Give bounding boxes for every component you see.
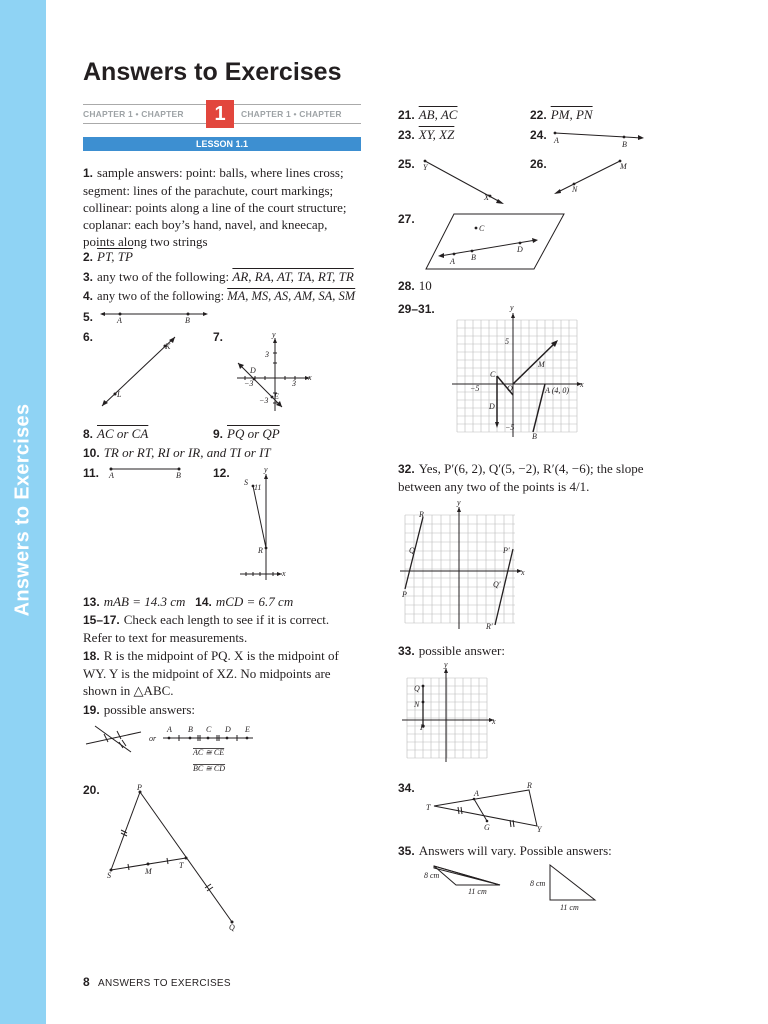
svg-text:C: C [490, 370, 496, 379]
svg-text:M: M [145, 867, 152, 876]
svg-text:E: E [245, 725, 250, 734]
answer-35-side-3: 8 cm [530, 879, 546, 888]
svg-text:A: A [109, 471, 114, 480]
answer-29-31-figure [452, 305, 587, 445]
answer-18: 18. R is the midpoint of PQ. X is the midpoint of WY. Y is the midpoint of XZ. No midpoints are shown in △ABC. [83, 648, 339, 698]
answer-7: 7. [213, 330, 224, 344]
chapter-banner [83, 104, 361, 124]
svg-text:K: K [165, 342, 171, 351]
answer-28: 28. 10 [398, 278, 432, 293]
answer-11: 11. [83, 466, 100, 480]
answer-33: 33. possible answer: [398, 643, 505, 658]
svg-text:x: x [580, 380, 584, 389]
svg-text:P: P [137, 783, 142, 792]
svg-text:C: C [206, 725, 212, 734]
svg-text:11: 11 [254, 483, 262, 492]
answer-8: 8. AC or CA [83, 426, 149, 441]
svg-text:3: 3 [292, 379, 296, 388]
svg-text:B: B [532, 432, 537, 441]
answer-27-figure [424, 212, 569, 272]
svg-text:D: D [225, 725, 231, 734]
answer-10: 10. TR or RT, RI or IR, and TI or IT [83, 445, 271, 460]
svg-text:−5: −5 [505, 423, 515, 432]
answer-24-figure [552, 128, 647, 150]
answer-25-figure [422, 157, 507, 207]
svg-text:R: R [419, 510, 424, 519]
answer-1: 1. sample answers: point: balls, where lines cross; segment: lines of the parachute, court markings; collinear: points along a line of the court structure; coplanar: each boy’s hand, navel, and kneecap, points along two strings [83, 165, 347, 249]
answer-29-31-point-label: A (4, 0) [545, 386, 570, 395]
svg-text:T: T [426, 803, 431, 812]
svg-text:A: A [117, 316, 122, 325]
svg-text:Q: Q [409, 546, 415, 555]
answer-5: 5. [83, 310, 94, 324]
answer-27: 27. [398, 212, 415, 226]
svg-text:E: E [274, 392, 279, 401]
svg-text:Q′: Q′ [493, 580, 501, 589]
svg-text:y: y [510, 303, 514, 312]
answer-19-or: or [149, 734, 157, 743]
svg-text:R′: R′ [486, 622, 493, 631]
svg-text:S: S [107, 871, 111, 880]
page-title: Answers to Exercises [83, 58, 342, 86]
svg-text:y: y [264, 465, 268, 474]
answer-3: 3. any two of the following: AR, RA, AT, TA, RT, TR [83, 269, 354, 284]
svg-text:A: A [167, 725, 172, 734]
page-footer [83, 975, 231, 989]
answer-25: 25. [398, 157, 415, 171]
svg-text:O: O [507, 384, 513, 393]
answer-26-figure [552, 157, 637, 197]
svg-text:Y: Y [423, 163, 428, 172]
svg-text:M: M [620, 162, 627, 171]
answer-35-side-4: 11 cm [560, 903, 579, 912]
answer-26: 26. [530, 157, 547, 171]
svg-text:G: G [484, 823, 490, 832]
svg-text:D: D [489, 402, 495, 411]
answer-4: 4. any two of the following: MA, MS, AS, AM, SA, SM [83, 289, 356, 303]
svg-text:D: D [250, 366, 256, 375]
answer-13-14: 13. mAB = 14.3 cm 14. mCD = 6.7 cm [83, 594, 294, 609]
answer-29-31: 29–31. [398, 302, 435, 316]
answer-35-side-1: 8 cm [424, 871, 440, 880]
svg-text:B: B [622, 140, 627, 149]
answer-19-eq1: AC ≅ CE [193, 748, 225, 757]
footer-text: ANSWERS TO EXERCISES [97, 978, 231, 989]
svg-text:x: x [308, 373, 312, 382]
svg-text:L: L [117, 390, 122, 399]
chapter-banner-text-right: CHAPTER 1 • CHAPTER [241, 109, 342, 119]
svg-text:y: y [272, 330, 276, 339]
svg-text:R: R [258, 546, 263, 555]
page-number: 8 [83, 975, 90, 989]
svg-text:P′: P′ [503, 546, 510, 555]
answer-19: 19. possible answers: [83, 702, 196, 717]
svg-text:B: B [176, 471, 181, 480]
svg-text:Q: Q [414, 684, 420, 693]
answer-35: 35. Answers will vary. Possible answers: [398, 843, 612, 858]
svg-text:C: C [479, 224, 485, 233]
answer-35-side-2: 11 cm [468, 887, 487, 896]
answer-35-figure [420, 860, 610, 915]
svg-text:M: M [538, 360, 545, 369]
lesson-header: LESSON 1.1 [83, 137, 361, 151]
chapter-number-badge: 1 [206, 100, 234, 128]
svg-text:B: B [471, 253, 476, 262]
svg-text:−3: −3 [259, 396, 269, 405]
answer-2: 2. PT, TP [83, 249, 133, 264]
svg-text:B: B [188, 725, 193, 734]
svg-text:P: P [420, 723, 425, 732]
answer-9: 9. PQ or QP [213, 426, 280, 441]
svg-text:−5: −5 [470, 384, 480, 393]
svg-text:D: D [517, 245, 523, 254]
answer-19-eq2: BC ≅ CD [193, 764, 226, 773]
answer-34-figure [424, 782, 554, 834]
svg-text:A: A [474, 789, 479, 798]
svg-text:S: S [244, 478, 248, 487]
chapter-banner-text-left: CHAPTER 1 • CHAPTER [83, 109, 184, 119]
svg-text:B: B [185, 316, 190, 325]
answer-21: 21. AB, AC [398, 107, 458, 122]
answer-32: 32. Yes, P′(6, 2), Q′(5, −2), R′(4, −6); the slope between any two of the points is 4/1. [398, 461, 644, 494]
answer-19-figure [83, 720, 263, 776]
answer-12-figure [238, 465, 288, 583]
answer-23: 23. XY, XZ [398, 127, 455, 142]
svg-text:y: y [444, 660, 448, 669]
answer-22: 22. PM, PN [530, 107, 593, 122]
answer-15-17: 15–17. Check each length to see if it is correct. Refer to text for measurements. [83, 612, 330, 645]
answer-20: 20. [83, 783, 100, 797]
svg-text:A: A [450, 257, 455, 266]
answer-33-figure [402, 660, 502, 764]
sidebar-label: Answers to Exercises [11, 403, 34, 617]
answer-6: 6. [83, 330, 94, 344]
svg-text:R: R [527, 781, 532, 790]
answer-11-figure [108, 464, 188, 482]
svg-text:Q: Q [229, 923, 235, 932]
svg-text:N: N [572, 185, 578, 194]
answer-12: 12. [213, 466, 230, 480]
answer-5-figure [100, 309, 210, 325]
svg-text:T: T [179, 861, 184, 870]
svg-text:N: N [414, 700, 420, 709]
answer-20-figure [105, 782, 240, 932]
svg-text:P: P [402, 590, 407, 599]
svg-text:y: y [457, 498, 461, 507]
svg-text:X: X [484, 193, 489, 202]
sidebar [0, 0, 46, 1024]
svg-text:x: x [282, 569, 286, 578]
answer-32-figure [400, 498, 530, 635]
svg-text:A: A [554, 136, 559, 145]
svg-text:−3: −3 [244, 379, 254, 388]
svg-text:3: 3 [265, 350, 269, 359]
answer-24: 24. [530, 128, 547, 142]
svg-text:5: 5 [505, 337, 509, 346]
answer-6-figure [95, 333, 185, 413]
answer-7-figure [232, 330, 314, 413]
svg-text:x: x [521, 568, 525, 577]
svg-text:Y: Y [537, 825, 542, 834]
answer-34: 34. [398, 781, 415, 795]
svg-text:x: x [492, 717, 496, 726]
